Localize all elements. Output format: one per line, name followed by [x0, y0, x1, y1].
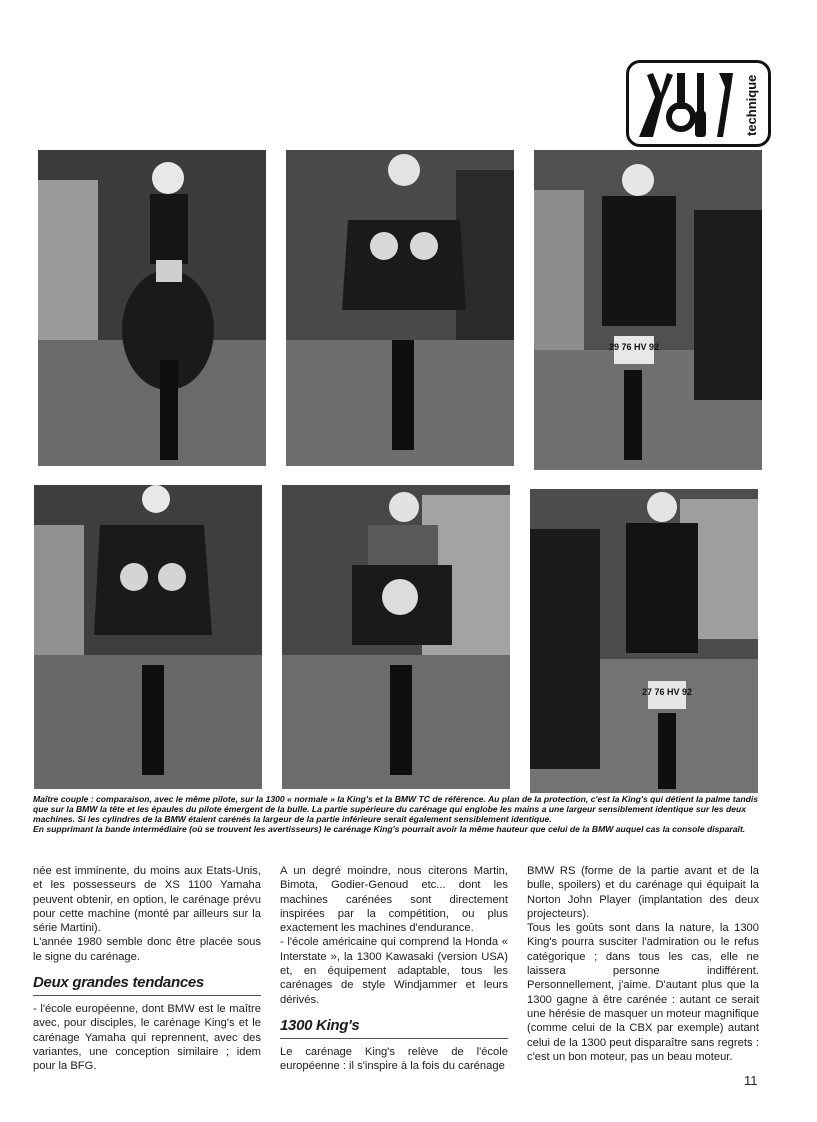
col3-paragraph-2: Tous les goûts sont dans la nature, la 1300 King's pourra susciter l'admiration ou le refus catégorique ; dans tous les cas, elle ne laissera personne indifférent. Personnellement, j'aime. D'autant plus que la 1300 gagne à être carénée : autant ce serait une hérésie de masquer un moteur magnifique (comme celui de la CBX par exemple) autant celui de la 1300 peut disparaître sans regrets : c'est un bon moteur, pas un beau moteur.: [527, 922, 759, 1063]
col2-paragraph-3: Le carénage King's relève de l'école européenne : il s'inspire à la fois du carénage: [280, 1045, 508, 1073]
text-column-3: [527, 864, 759, 1064]
photo-6: [530, 489, 758, 793]
photo-1: [38, 150, 266, 466]
tools-icon: [633, 67, 745, 143]
col2-paragraph-2: - l'école américaine qui comprend la Honda « Interstate », la 1300 Kawasaki (version USA) et, en équipement adaptable, tous les carénages de style Windjammer et leurs dérivés.: [280, 936, 508, 1006]
col2-paragraph-1: A un degré moindre, nous citerons Martin, Bimota, Godier-Genoud etc... dont les machines carénées sont directement inspirées par la compétition, ou plus exactement les machines d'endurance.: [280, 865, 508, 935]
col1-paragraph-3: - l'école européenne, dont BMW est le maître avec, pour disciples, le carénage King's et le carénage Yamaha qui reprennent, avec des variantes, une conception similaire ; idem pour la BFG.: [33, 1003, 261, 1073]
section-heading-kings: 1300 King's: [280, 1017, 508, 1039]
photo-2: [286, 150, 514, 466]
photo-caption: [33, 794, 763, 834]
technique-logo: [626, 60, 771, 147]
page-number: 11: [744, 1073, 758, 1088]
section-heading-tendances: Deux grandes tendances: [33, 974, 261, 996]
photo-5: [282, 485, 510, 789]
photo-4: [34, 485, 262, 789]
col3-paragraph-1: BMW RS (forme de la partie avant et de la bulle, spoilers) et du carénage qui équipait la Norton John Player (implantation des deux projecteurs).: [527, 865, 759, 920]
caption-paragraph-2: En supprimant la bande intermédiaire (où se trouvent les avertisseurs) le carénage King's pourrait avoir la même hauteur que celui de la BMW auquel cas la console disparaît.: [33, 824, 746, 834]
caption-paragraph-1: Maître couple : comparaison, avec le même pilote, sur la 1300 « normale » la King's et la BMW TC de référence. Au plan de la protection, c'est la King's qui détient la palme tandis que sur la BMW la tête et les épaules du pilote émergent de la bulle. La partie supérieure du carénage qui englobe les mains a une largeur sensiblement identique sur les deux machines. Si les cylindres de la BMW étaient carénés la largeur de la partie inférieure serait également sensiblement identique.: [33, 794, 759, 824]
text-column-1: [33, 864, 261, 1074]
license-plate-1: 29 76 HV 92: [608, 342, 660, 352]
logo-label: technique: [744, 69, 766, 141]
text-column-2: [280, 864, 508, 1074]
license-plate-2: 27 76 HV 92: [641, 687, 693, 697]
col1-paragraph-2: L'année 1980 semble donc être placée sous le signe du carénage.: [33, 936, 261, 963]
col1-paragraph-1: née est imminente, du moins aux Etats-Unis, et les possesseurs de XS 1100 Yamaha peuvent obtenir, en option, le carénage prévu pour cette machine (monté par ailleurs sur la série Martini).: [33, 865, 261, 935]
photo-3: [534, 150, 762, 470]
